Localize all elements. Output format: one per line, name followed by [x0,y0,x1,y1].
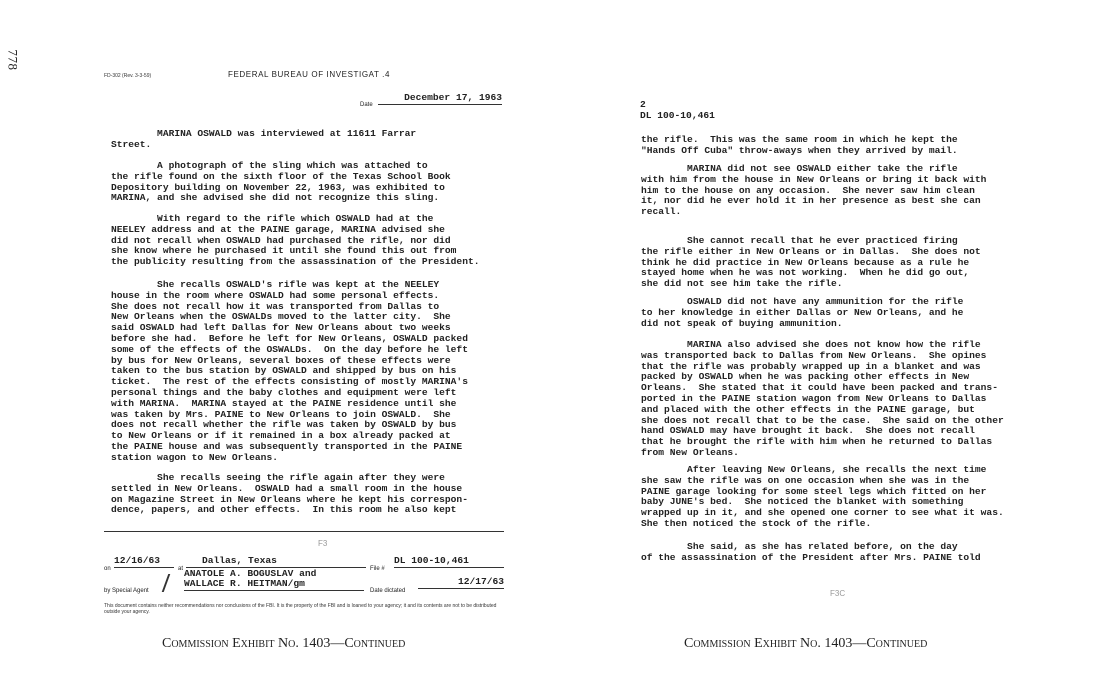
page-mark: F3 [318,539,328,548]
file-value: DL 100-10,461 [394,556,504,568]
text-line: "Hands Off Cuba" throw-aways when they arrived by mail. [641,144,958,156]
page-number: 2 [640,99,646,110]
text-line: A photograph of the sling which was attached to [111,160,428,171]
text-line: hand OSWALD may have brought it back. She does not recall [641,425,975,437]
paragraph [111,129,416,151]
text-line: ticket. The rest of the effects consisting of mostly MARINA's [111,376,468,388]
text-line: did not speak of buying ammunition. [641,317,843,329]
file-label: File # [370,566,385,572]
dictated-label: Date dictated [370,588,406,594]
text-line: baby JUNE's bed. She noticed the blanket with something [641,496,964,508]
form-number: FD-302 (Rev. 3-3-59) [104,73,152,79]
text-line: the publicity resulting from the assassination of the President. [111,256,480,268]
text-line: She does not recall how it was transported from Dallas to [111,300,440,312]
text-line: she does not recall that to be the case. She said on the other [641,414,1004,426]
text-line: MARINA did not see OSWALD either take the rifle [641,163,958,174]
agent-line-1: ANATOLE A. BOGUSLAV and [184,568,317,579]
paragraph [641,465,1004,530]
text-line: think he did practice in New Orleans because as a rule he [641,256,970,268]
header-title: FEDERAL BUREAU OF INVESTIGAT .4 [228,70,391,79]
paragraph [641,236,981,290]
text-line: OSWALD did not have any ammunition for the rifle [641,296,964,307]
text-line: New Orleans when the OSWALDs moved to the latter city. She [111,311,451,323]
text-line: from New Orleans. [641,446,739,458]
text-line: taken to the bus station by OSWALD and shipped by bus on his [111,365,457,377]
date-value: December 17, 1963 [378,93,502,105]
text-line: of the assassination of the President after Mrs. PAINE told [641,551,981,563]
text-line: MARINA OSWALD was interviewed at 11611 Farrar [111,128,417,139]
divider [104,531,504,532]
text-line: settled in New Orleans. OSWALD had a small room in the house [111,482,463,494]
text-line: him to the house on any occasion. She never saw him clean [641,184,975,196]
text-line: she know where he purchased it until she found this out from [111,245,457,257]
text-line: PAINE garage looking for some steel legs which fitted on her [641,485,987,497]
text-line: Orleans. She stated that it could have been packed and trans- [641,382,998,394]
text-line: the rifle either in New Orleans or in Dallas. She does not [641,245,981,257]
date-label: Date [360,102,373,108]
text-line: NEELEY address and at the PAINE garage, MARINA advised she [111,223,445,235]
text-line: that the rifle was probably wrapped up in a blanket and was [641,360,981,372]
text-line: before she had. Before he left for New Orleans, OSWALD packed [111,332,468,344]
paragraph [111,473,468,516]
text-line: the rifle found on the sixth floor of the Texas School Book [111,170,451,182]
paragraph [641,542,981,564]
side-page-number: 778 [5,49,21,71]
on-value: 12/16/63 [114,556,174,568]
text-line: She recalls seeing the rifle again after they were [111,472,445,483]
text-line: that he brought the rifle with him when he returned to Dallas [641,436,993,448]
text-line: She said, as she has related before, on the day [641,541,958,552]
text-line: packed by OSWALD when he was packing other effects in New [641,371,970,383]
text-line: wrapped up in it, and she opened one corner to see what it was. [641,507,1004,519]
at-label: at [178,566,184,572]
paragraph [641,340,1004,459]
text-line: MARINA, and she advised she did not recognize this sling. [111,192,440,204]
paragraph [111,280,468,464]
text-line: with him from the house in New Orleans or bring it back with [641,173,987,185]
text-line: the rifle. This was the same room in which he kept the [641,134,958,145]
text-line: She cannot recall that he ever practiced firing [641,235,958,246]
text-line: did not recall when OSWALD had purchased the rifle, nor did [111,234,451,246]
paragraph [641,297,963,329]
text-line: After leaving New Orleans, she recalls the next time [641,464,987,475]
text-line: the PAINE house and was subsequently transported in the PAINE [111,440,463,452]
page-mark: F3C [830,589,846,598]
text-line: She recalls OSWALD's rifle was kept at the NEELEY [111,279,440,290]
text-line: dence, papers, and other effects. In this room he also kept [111,504,457,516]
text-line: on Magazine Street in New Orleans where he kept his correspon- [111,493,468,505]
text-line: house in the room where OSWALD had some personal effects. [111,289,440,301]
text-line: with MARINA. MARINA stayed at the PAINE residence until she [111,397,457,409]
disclaimer: This document contains neither recommendations nor conclusions of the FBI. It is the property of the FBI and is loaned to your agency; it and its contents are not to be distributed outside your agency. [104,603,497,615]
paragraph [641,135,958,157]
text-line: With regard to the rifle which OSWALD had at the [111,213,434,224]
text-line: station wagon to New Orleans. [111,451,278,463]
text-line: MARINA also advised she does not know how the rifle [641,339,981,350]
text-line: She then noticed the stock of the rifle. [641,517,872,529]
paragraph [111,161,451,204]
exhibit-caption-right: Commission Exhibit No. 1403—Continued [684,636,928,651]
text-line: to New Orleans or if it remained in a box already packed at [111,430,451,442]
text-line: it, nor did he ever hold it in her presence as best she can [641,195,981,207]
text-line: by bus for New Orleans, several boxes of these effects were [111,354,451,366]
text-line: stayed home when he was not working. When he did go out, [641,267,970,279]
text-line: said OSWALD had left Dallas for New Orleans about two weeks [111,322,451,334]
dictated-value: 12/17/63 [418,577,504,589]
text-line: she saw the rifle was on one occasion when she was in the [641,474,970,486]
paragraph [111,214,479,268]
agent-line-2: WALLACE R. HEITMAN/gm [184,579,364,591]
text-line: Depository building on November 22, 1963, was exhibited to [111,181,445,193]
paragraph [641,164,986,218]
agent-label: by Special Agent [104,588,149,594]
text-line: was taken by Mrs. PAINE to New Orleans to join OSWALD. She [111,408,451,420]
text-line: was transported back to Dallas from New Orleans. She opines [641,349,987,361]
at-value: Dallas, Texas [186,556,366,568]
text-line: does not recall whether the rifle was taken by OSWALD by bus [111,419,457,431]
exhibit-caption-left: Commission Exhibit No. 1403—Continued [162,636,406,651]
text-line: some of the effects of the OSWALDs. On the day before he left [111,343,468,355]
text-line: and placed with the other effects in the PAINE garage, but [641,403,975,415]
text-line: Street. [111,138,152,150]
text-line: personal things and the baby clothes and equipment were left [111,386,457,398]
text-line: to her knowledge in either Dallas or New Orleans, and he [641,306,964,318]
on-label: on [104,566,111,572]
text-line: she did not see him take the rifle. [641,278,843,290]
file-reference: DL 100-10,461 [640,110,715,121]
text-line: ported in the PAINE station wagon from New Orleans to Dallas [641,392,987,404]
text-line: recall. [641,206,682,218]
